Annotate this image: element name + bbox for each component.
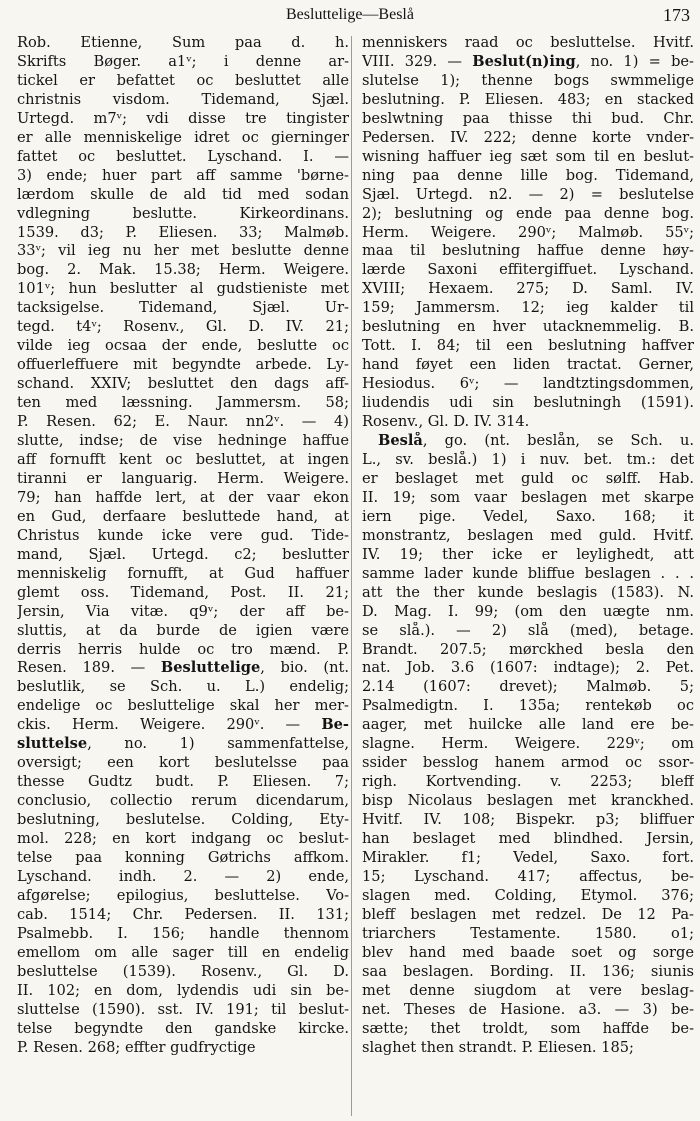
- text-line: sætte; thet troldt, som haffde be-: [362, 1019, 694, 1037]
- text-line: tiranni er languarig. Herm. Weigere.: [17, 469, 349, 487]
- text-line: vilde ieg ocsaa der ende, beslutte oc: [17, 337, 349, 355]
- text-line: sluttis, at da burde de igien være: [17, 621, 349, 639]
- text-line: menniskelig fornufft, at Gud haffuer: [17, 564, 349, 582]
- text-line: beslutning en hver utacknemmelig. B.: [362, 318, 694, 336]
- text-line: ten med læssning. Jammersm. 58;: [17, 394, 349, 412]
- text-line: ssider besslog hanem armod oc ssor-: [362, 754, 694, 772]
- text-line: Herm. Weigere. 290ᵛ; Malmøb. 55ᵛ;: [362, 223, 694, 241]
- text-line: aff fornufft kent oc besluttet, at ingen: [17, 450, 349, 468]
- text-line: samme lader kunde bliffue beslagen . . .: [362, 564, 694, 582]
- text-line: thesse Gudtz budt. P. Eliesen. 7;: [17, 773, 349, 791]
- text-line: 2); beslutning og ende paa denne bog.: [362, 204, 694, 222]
- text-line: slagen med. Colding, Etymol. 376;: [362, 886, 694, 904]
- text-line: Resen. 189. — Besluttelige, bio. (nt.: [17, 659, 349, 677]
- text-line: Christus kunde icke vere gud. Tide-: [17, 526, 349, 544]
- text-line: saa beslagen. Bording. II. 136; siunis: [362, 962, 694, 980]
- text-line: emellom om alle sager till en endelig: [17, 943, 349, 961]
- text-line: menniskers raad oc besluttelse. Hvitf.: [362, 34, 694, 51]
- text-line: hand føyet een liden tractat. Gerner,: [362, 356, 694, 374]
- text-line: blev hand med baade soet og sorge: [362, 943, 694, 961]
- text-line: telse paa konning Gøtrichs affkom.: [17, 848, 349, 866]
- text-line: iern pige. Vedel, Saxo. 168; it: [362, 507, 694, 525]
- text-line: Mirakler. f1; Vedel, Saxo. fort.: [362, 848, 694, 866]
- text-line: derris herris hulde oc tro mænd. P.: [17, 640, 349, 658]
- text-line: met denne siugdom at vere beslag-: [362, 981, 694, 999]
- text-line: 79; han haffde lert, at der vaar ekon: [17, 488, 349, 506]
- text-line: att the ther kunde beslagis (1583). N.: [362, 583, 694, 601]
- text-line: Rosenv., Gl. D. IV. 314.: [362, 413, 530, 431]
- text-line: Hesiodus. 6ᵛ; — landtztingsdommen,: [362, 375, 694, 393]
- text-line: Jersin, Via vitæ. q9ᵛ; der aff be-: [17, 602, 349, 620]
- running-head: Besluttelige—Beslå: [286, 6, 414, 23]
- text-line: bisp Nicolaus beslagen met kranckhed.: [362, 792, 694, 810]
- text-line: 2.14 (1607: drevet); Malmøb. 5;: [362, 678, 694, 696]
- text-line: righ. Kortvending. v. 2253; bleff: [362, 773, 694, 791]
- text-line: VIII. 329. — Beslut(n)ing, no. 1) = be-: [362, 52, 694, 70]
- text-line: beslutlik, se Sch. u. L.) endelig;: [17, 678, 349, 696]
- headword: Besluttelige: [160, 659, 261, 677]
- text-line: Rob. Etienne, Sum paa d. h.: [17, 34, 349, 51]
- text-line: XVIII; Hexaem. 275; D. Saml. IV.: [362, 280, 694, 298]
- text-line: wisning haffuer ieg sæt som til en beslut-: [362, 147, 694, 165]
- text-line: IV. 19; ther icke er leylighedt, att: [362, 545, 694, 563]
- text-line: monstrantz, beslagen med guld. Hvitf.: [362, 526, 694, 544]
- text-line: Hvitf. IV. 108; Bispekr. p3; bliffuer: [362, 811, 694, 829]
- text-line: mol. 228; en kort indgang oc beslut-: [17, 830, 349, 848]
- right-column: [362, 34, 694, 1119]
- text-line: 3) ende; huer part aff samme 'børne-: [17, 166, 349, 184]
- page-number: 173: [663, 5, 690, 25]
- text-line: sluttelse (1590). sst. IV. 191; til beslut-: [17, 1000, 349, 1018]
- headword: sluttelse: [17, 735, 88, 753]
- text-line: mand, Sjæl. Urtegd. c2; beslutter: [17, 545, 349, 563]
- text-line: triarchers Testamente. 1580. o1;: [362, 924, 694, 942]
- text-line: Skrifts Bøger. a1ᵛ; i denne ar-: [17, 52, 349, 70]
- text-line: Urtegd. m7ᵛ; vdi disse tre tingister: [17, 109, 349, 127]
- text-line: er beslaget met guld oc sølff. Hab.: [362, 469, 694, 487]
- headword: Be-: [321, 716, 349, 734]
- text-line: slagne. Herm. Weigere. 229ᵛ; om: [362, 735, 694, 753]
- text-line: Psalmebb. I. 156; handle thennom: [17, 924, 349, 942]
- column-divider: [351, 36, 352, 1116]
- text-line: II. 102; en dom, lydendis udi sin be-: [17, 981, 349, 999]
- text-line: han beslaget med blindhed. Jersin,: [362, 830, 694, 848]
- text-line: Psalmedigtn. I. 135a; rentekøb oc: [362, 697, 694, 715]
- text-line: fattet oc besluttet. Lyschand. I. —: [17, 147, 349, 165]
- text-line: conclusio, collectio rerum dicendarum,: [17, 792, 349, 810]
- text-line: ning paa denne lille bog. Tidemand,: [362, 166, 694, 184]
- text-line: II. 19; som vaar beslagen met skarpe: [362, 488, 694, 506]
- text-line: tacksigelse. Tidemand, Sjæl. Ur-: [17, 299, 349, 317]
- text-line: P. Resen. 62; E. Naur. nn2ᵛ. — 4): [17, 413, 349, 431]
- text-line: se slå.). — 2) slå (med), betage.: [362, 621, 694, 639]
- text-line: schand. XXIV; besluttet den dags aff-: [17, 375, 349, 393]
- headword: Beslå: [378, 432, 423, 450]
- text-line: aager, met huilcke alle land ere be-: [362, 716, 694, 734]
- text-line: besluttelse (1539). Rosenv., Gl. D.: [17, 962, 349, 980]
- text-line: afgørelse; epilogius, besluttelse. Vo-: [17, 886, 349, 904]
- text-line: beslwtning paa thisse thi bud. Chr.: [362, 109, 694, 127]
- text-line: telse begyndte den gandske kircke.: [17, 1019, 349, 1037]
- text-line: Tott. I. 84; til een beslutning haffver: [362, 337, 694, 355]
- text-line: cab. 1514; Chr. Pedersen. II. 131;: [17, 905, 349, 923]
- text-line: Beslå, go. (nt. beslån, se Sch. u.: [378, 432, 694, 450]
- text-line: 15; Lyschand. 417; affectus, be-: [362, 867, 694, 885]
- text-line: offuerleffuere mit begyndte arbede. Ly-: [17, 356, 349, 374]
- text-line: oversigt; een kort beslutelsse paa: [17, 754, 349, 772]
- text-line: P. Resen. 268; effter gudfryctige: [17, 1038, 256, 1056]
- page-header: [0, 0, 700, 36]
- text-line: lærde Saxoni effitergiffuet. Lyschand.: [362, 261, 694, 279]
- text-line: glemt oss. Tidemand, Post. II. 21;: [17, 583, 349, 601]
- text-line: slutte, indse; de vise hedninge haffue: [17, 432, 349, 450]
- text-line: 159; Jammersm. 12; ieg kalder til: [362, 299, 694, 317]
- text-line: tickel er befattet oc besluttet alle: [17, 71, 349, 89]
- text-line: 101ᵛ; hun beslutter al gudstieniste met: [17, 280, 349, 298]
- headword: Beslut(n)ing: [472, 52, 576, 70]
- text-line: bog. 2. Mak. 15.38; Herm. Weigere.: [17, 261, 349, 279]
- text-line: ckis. Herm. Weigere. 290ᵛ. — Be-: [17, 716, 349, 734]
- left-column: [17, 34, 349, 1119]
- text-line: beslutning, beslutelse. Colding, Ety-: [17, 811, 349, 829]
- text-line: nat. Job. 3.6 (1607: indtage); 2. Pet.: [362, 659, 694, 677]
- text-line: sluttelse, no. 1) sammenfattelse,: [17, 735, 349, 753]
- text-line: liudendis udi sin beslutningh (1591).: [362, 394, 694, 412]
- text-line: bleff beslagen met redzel. De 12 Pa-: [362, 905, 694, 923]
- text-line: slaghet then strandt. P. Eliesen. 185;: [362, 1038, 634, 1056]
- text-line: slutelse 1); thenne bogs swmmelige: [362, 71, 694, 89]
- text-line: maa til beslutning haffue denne høy-: [362, 242, 694, 260]
- text-line: christnis visdom. Tidemand, Sjæl.: [17, 90, 349, 108]
- text-line: beslutning. P. Eliesen. 483; en stacked: [362, 90, 694, 108]
- text-line: L., sv. beslå.) 1) i nuv. bet. tm.: det: [362, 450, 694, 468]
- text-line: Lyschand. indh. 2. — 2) ende,: [17, 867, 349, 885]
- text-line: 33ᵛ; vil ieg nu her met beslutte denne: [17, 242, 349, 260]
- text-line: vdlegning beslutte. Kirkeordinans.: [17, 204, 349, 222]
- text-line: endelige oc besluttelige skal her mer-: [17, 697, 349, 715]
- text-line: en Gud, derfaare besluttede hand, at: [17, 507, 349, 525]
- text-line: lærdom skulle de ald tid med sodan: [17, 185, 349, 203]
- text-line: Sjæl. Urtegd. n2. — 2) = beslutelse: [362, 185, 694, 203]
- text-line: D. Mag. I. 99; (om den uægte nm.: [362, 602, 694, 620]
- text-line: Pedersen. IV. 222; denne korte vnder-: [362, 128, 694, 146]
- text-line: 1539. d3; P. Eliesen. 33; Malmøb.: [17, 223, 349, 241]
- text-line: Brandt. 207.5; mørckhed besla den: [362, 640, 694, 658]
- text-line: tegd. t4ᵛ; Rosenv., Gl. D. IV. 21;: [17, 318, 349, 336]
- text-line: net. Theses de Hasione. a3. — 3) be-: [362, 1000, 694, 1018]
- text-line: er alle menniskelige idret oc gierninger: [17, 128, 349, 146]
